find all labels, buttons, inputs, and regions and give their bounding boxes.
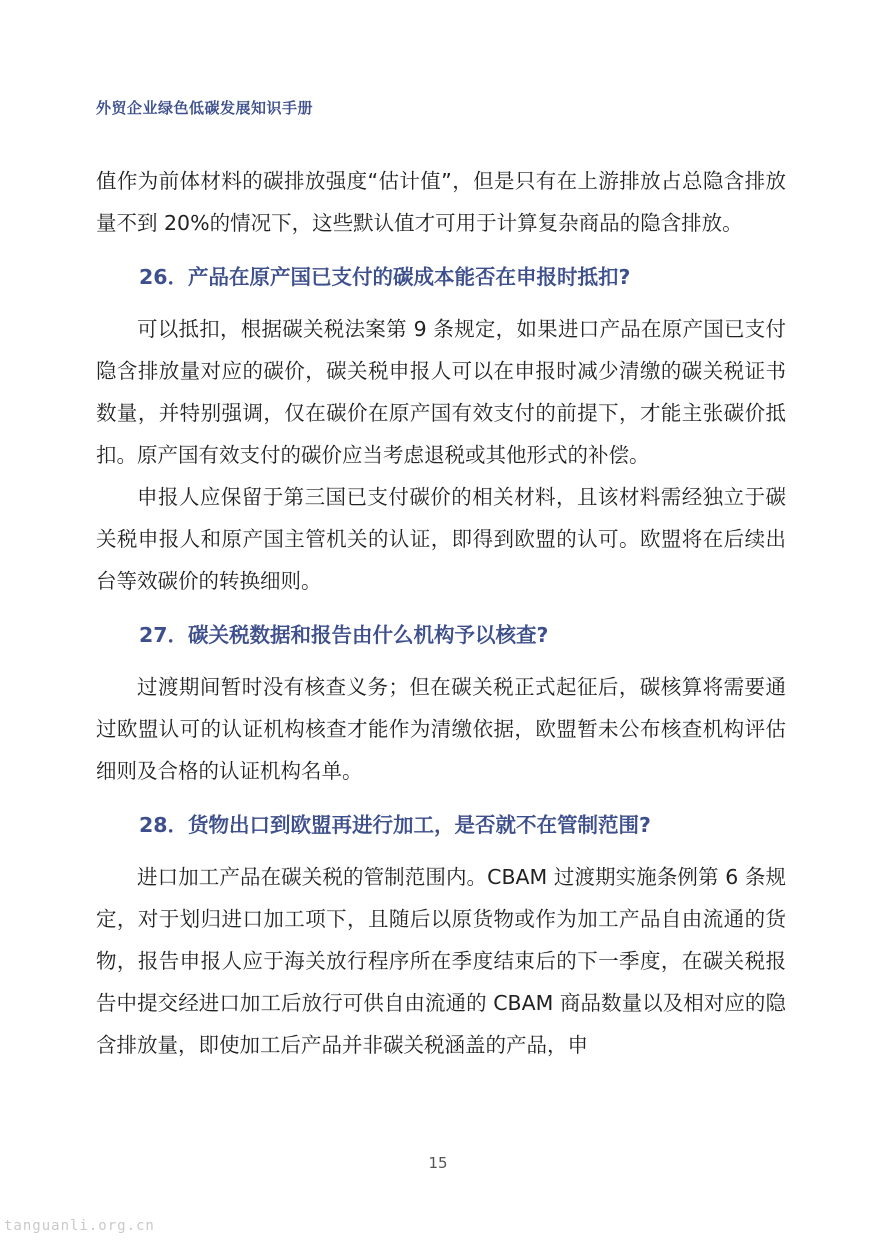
- answer-26-paragraph-1: 可以抵扣，根据碳关税法案第 9 条规定，如果进口产品在原产国已支付隐含排放量对应的碳价，碳关税申报人可以在申报时减少清缴的碳关税证书数量，并特别强调，仅在碳价在原产国有效支付的前提下，才能主张碳价抵扣。原产国有效支付的碳价应当考虑退税或其他形式的补偿。: [96, 317, 786, 467]
- document-body: [96, 160, 786, 1066]
- answer-26-paragraph-2: 申报人应保留于第三国已支付碳价的相关材料，且该材料需经独立于碳关税申报人和原产国主管机关的认证，即得到欧盟的认可。欧盟将在后续出台等效碳价的转换细则。: [96, 485, 786, 593]
- paragraph-continuation: 值作为前体材料的碳排放强度“估计值”，但是只有在上游排放占总隐含排放量不到 20%的情况下，这些默认值才可用于计算复杂商品的隐含排放。: [96, 169, 786, 235]
- question-27-heading: 27．碳关税数据和报告由什么机构予以核查?: [139, 623, 549, 647]
- watermark-text: tanguanli.org.cn: [4, 1218, 155, 1234]
- question-26-heading: 26．产品在原产国已支付的碳成本能否在申报时抵扣?: [139, 265, 631, 289]
- answer-28-paragraph: 进口加工产品在碳关税的管制范围内。CBAM 过渡期实施条例第 6 条规定，对于划归进口加工项下，且随后以原货物或作为加工产品自由流通的货物，报告申报人应于海关放行程序所在季度结束后的下一季度，在碳关税报告中提交经进口加工后放行可供自由流通的 CBAM 商品数量以及相对应的隐含排放量，即使加工后产品并非碳关税涵盖的产品，申: [96, 865, 786, 1057]
- page-number: 15: [428, 1154, 448, 1172]
- answer-27-paragraph: 过渡期间暂时没有核查义务；但在碳关税正式起征后，碳核算将需要通过欧盟认可的认证机构核查才能作为清缴依据，欧盟暂未公布核查机构评估细则及合格的认证机构名单。: [96, 675, 786, 783]
- question-28-heading: 28．货物出口到欧盟再进行加工，是否就不在管制范围?: [139, 813, 651, 837]
- document-header-title: 外贸企业绿色低碳发展知识手册: [96, 99, 314, 117]
